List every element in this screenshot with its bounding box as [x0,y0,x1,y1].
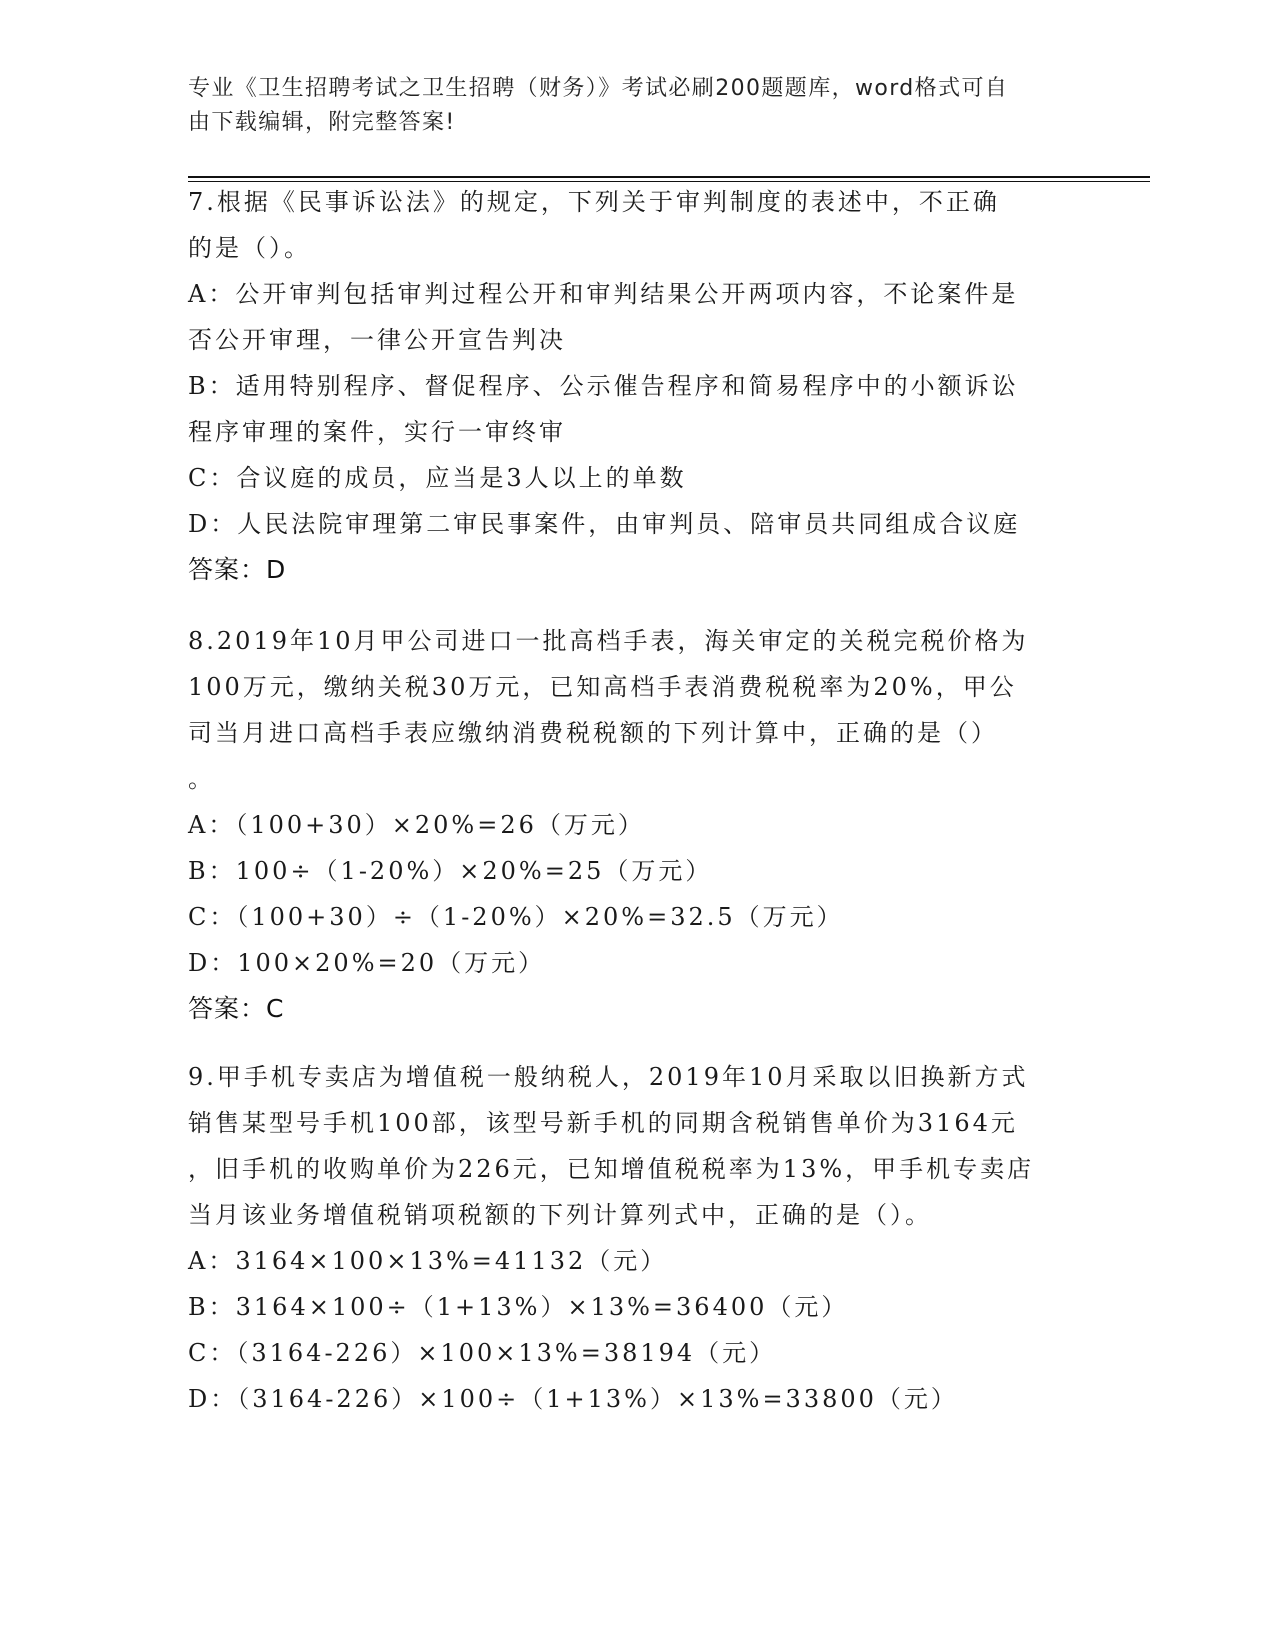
option-line: 程序审理的案件，实行一审终审 [188,418,566,446]
answer-label: 答案：C [188,994,285,1023]
option-line: C：（3164-226）×100×13%=38194（元） [188,1339,777,1367]
option-line: C：合议庭的成员，应当是3人以上的单数 [188,464,687,492]
question-stem-line: 的是（）。 [188,234,311,262]
question-stem-line: 9.甲手机专卖店为增值税一般纳税人，2019年10月采取以旧换新方式 [188,1063,1029,1091]
header-divider-thick [188,176,1150,178]
option-line: B：3164×100÷（1+13%）×13%=36400（元） [188,1293,849,1321]
question-stem-line: 100万元，缴纳关税30万元，已知高档手表消费税税率为20%，甲公 [188,673,1017,701]
option-line: 否公开审理，一律公开宣告判决 [188,326,566,354]
question-stem-line: 当月该业务增值税销项税额的下列计算列式中，正确的是（）。 [188,1201,932,1229]
option-line: A：3164×100×13%=41132（元） [188,1247,668,1275]
question-8 [188,618,1088,1032]
question-7 [188,179,1088,593]
option-line: D：（3164-226）×100÷（1+13%）×13%=33800（元） [188,1385,958,1413]
question-stem-line: 司当月进口高档手表应缴纳消费税税额的下列计算中，正确的是（） [188,719,998,747]
option-line: A：（100+30）×20%=26（万元） [188,811,645,839]
option-line: C：（100+30）÷（1-20%）×20%=32.5（万元） [188,903,844,931]
answer-label: 答案：D [188,555,287,584]
option-line: B：100÷（1-20%）×20%=25（万元） [188,857,713,885]
question-stem-line: 7.根据《民事诉讼法》的规定，下列关于审判制度的表述中，不正确 [188,188,1000,216]
option-line: D：人民法院审理第二审民事案件，由审判员、陪审员共同组成合议庭 [188,510,1021,538]
option-line: D：100×20%=20（万元） [188,949,546,977]
question-stem-line: 8.2019年10月甲公司进口一批高档手表，海关审定的关税完税价格为 [188,627,1029,655]
question-stem-line: ，旧手机的收购单价为226元，已知增值税税率为13%，甲手机专卖店 [188,1155,1035,1183]
question-stem-line: 。 [188,765,215,793]
document-header [188,72,1068,140]
option-line: B：适用特别程序、督促程序、公示催告程序和简易程序中的小额诉讼 [188,372,1019,400]
question-9 [188,1054,1088,1422]
option-line: A：公开审判包括审判过程公开和审判结果公开两项内容，不论案件是 [188,280,1019,308]
question-stem-line: 销售某型号手机100部，该型号新手机的同期含税销售单价为3164元 [188,1109,1018,1137]
header-line-2: 由下载编辑，附完整答案! [188,110,456,135]
header-line-1: 专业《卫生招聘考试之卫生招聘（财务）》考试必刷200题题库，word格式可自 [188,76,1009,101]
